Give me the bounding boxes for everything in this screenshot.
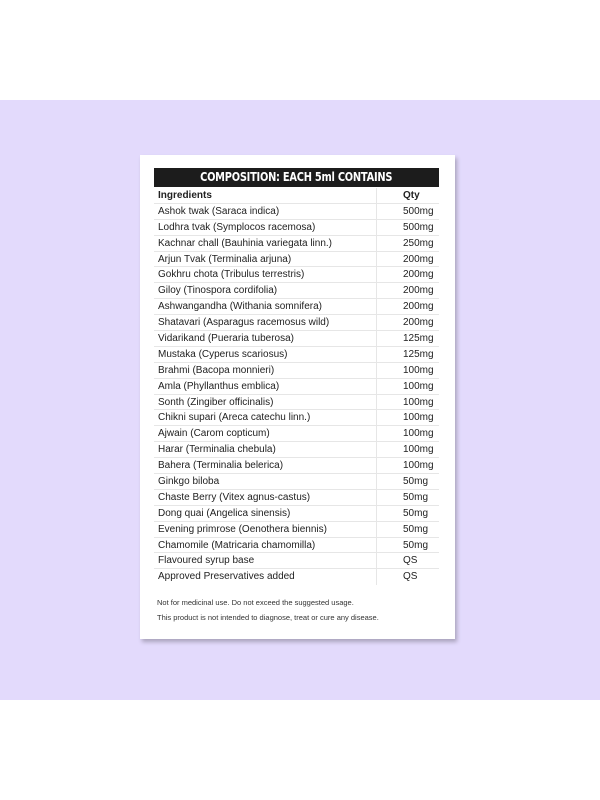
ingredient-qty: 100mg (403, 364, 434, 376)
disclaimer-usage: Not for medicinal use. Do not exceed the suggested usage. (157, 598, 354, 607)
table-row (154, 331, 439, 347)
composition-label (140, 155, 455, 639)
ingredient-qty: 100mg (403, 412, 434, 424)
table-row (154, 347, 439, 363)
table-row (154, 538, 439, 554)
ingredient-name: Chaste Berry (Vitex agnus-castus) (154, 490, 377, 505)
ingredient-qty: 200mg (403, 269, 434, 281)
table-row (154, 426, 439, 442)
table-row (154, 299, 439, 315)
ingredient-qty: 50mg (403, 491, 429, 503)
ingredient-name: Bahera (Terminalia belerica) (154, 458, 377, 473)
ingredient-qty: 50mg (403, 507, 429, 519)
table-row (154, 204, 439, 220)
ingredient-qty: 50mg (403, 523, 429, 535)
table-row (154, 220, 439, 236)
ingredient-name: Vidarikand (Pueraria tuberosa) (154, 331, 377, 346)
qty-header: Qty (403, 190, 420, 201)
composition-title: COMPOSITION: EACH 5ml CONTAINS (154, 168, 439, 187)
table-row (154, 252, 439, 268)
table-row (154, 506, 439, 522)
ingredient-name: Ginkgo biloba (154, 474, 377, 489)
table-row (154, 267, 439, 283)
ingredient-qty: 125mg (403, 348, 434, 360)
ingredient-qty: 100mg (403, 428, 434, 440)
ingredient-name: Brahmi (Bacopa monnieri) (154, 363, 377, 378)
ingredient-name: Sonth (Zingiber officinalis) (154, 395, 377, 410)
ingredient-qty: 200mg (403, 285, 434, 297)
table-row (154, 236, 439, 252)
ingredient-name: Ajwain (Carom copticum) (154, 426, 377, 441)
ingredient-name: Gokhru chota (Tribulus terrestris) (154, 267, 377, 282)
table-row (154, 363, 439, 379)
ingredient-qty: 200mg (403, 317, 434, 329)
table-row (154, 442, 439, 458)
ingredient-qty: 500mg (403, 205, 434, 217)
ingredient-name: Flavoured syrup base (154, 553, 377, 568)
ingredient-qty: QS (403, 571, 418, 583)
ingredient-name: Arjun Tvak (Terminalia arjuna) (154, 252, 377, 267)
ingredient-name: Approved Preservatives added (154, 569, 377, 585)
ingredient-qty: 200mg (403, 253, 434, 265)
table-row (154, 569, 439, 585)
ingredient-qty: 50mg (403, 539, 429, 551)
ingredient-name: Lodhra tvak (Symplocos racemosa) (154, 220, 377, 235)
table-row (154, 522, 439, 538)
ingredient-qty: 100mg (403, 460, 434, 472)
table-row (154, 395, 439, 411)
ingredients-table (154, 188, 439, 585)
ingredient-qty: 50mg (403, 476, 429, 488)
ingredient-qty: 500mg (403, 221, 434, 233)
ingredient-name: Dong quai (Angelica sinensis) (154, 506, 377, 521)
table-header (154, 188, 439, 204)
ingredient-name: Mustaka (Cyperus scariosus) (154, 347, 377, 362)
table-row (154, 490, 439, 506)
ingredient-name: Harar (Terminalia chebula) (154, 442, 377, 457)
table-row (154, 379, 439, 395)
disclaimer-diagnose: This product is not intended to diagnose, treat or cure any disease. (157, 613, 379, 622)
ingredient-name: Giloy (Tinospora cordifolia) (154, 283, 377, 298)
ingredient-qty: 100mg (403, 444, 434, 456)
ingredient-qty: QS (403, 555, 418, 567)
ingredient-qty: 200mg (403, 301, 434, 313)
ingredients-header: Ingredients (154, 188, 377, 203)
ingredient-name: Chikni supari (Areca catechu linn.) (154, 410, 377, 425)
ingredient-name: Amla (Phyllanthus emblica) (154, 379, 377, 394)
ingredient-qty: 250mg (403, 237, 434, 249)
ingredient-name: Kachnar chall (Bauhinia variegata linn.) (154, 236, 377, 251)
ingredient-name: Chamomile (Matricaria chamomilla) (154, 538, 377, 553)
ingredient-qty: 100mg (403, 396, 434, 408)
ingredient-qty: 125mg (403, 333, 434, 345)
table-row (154, 315, 439, 331)
ingredient-name: Evening primrose (Oenothera biennis) (154, 522, 377, 537)
table-row (154, 410, 439, 426)
table-row (154, 458, 439, 474)
ingredient-qty: 100mg (403, 380, 434, 392)
ingredient-name: Shatavari (Asparagus racemosus wild) (154, 315, 377, 330)
table-row (154, 283, 439, 299)
table-row (154, 553, 439, 569)
ingredient-name: Ashwangandha (Withania somnifera) (154, 299, 377, 314)
table-row (154, 474, 439, 490)
ingredient-name: Ashok twak (Saraca indica) (154, 204, 377, 219)
